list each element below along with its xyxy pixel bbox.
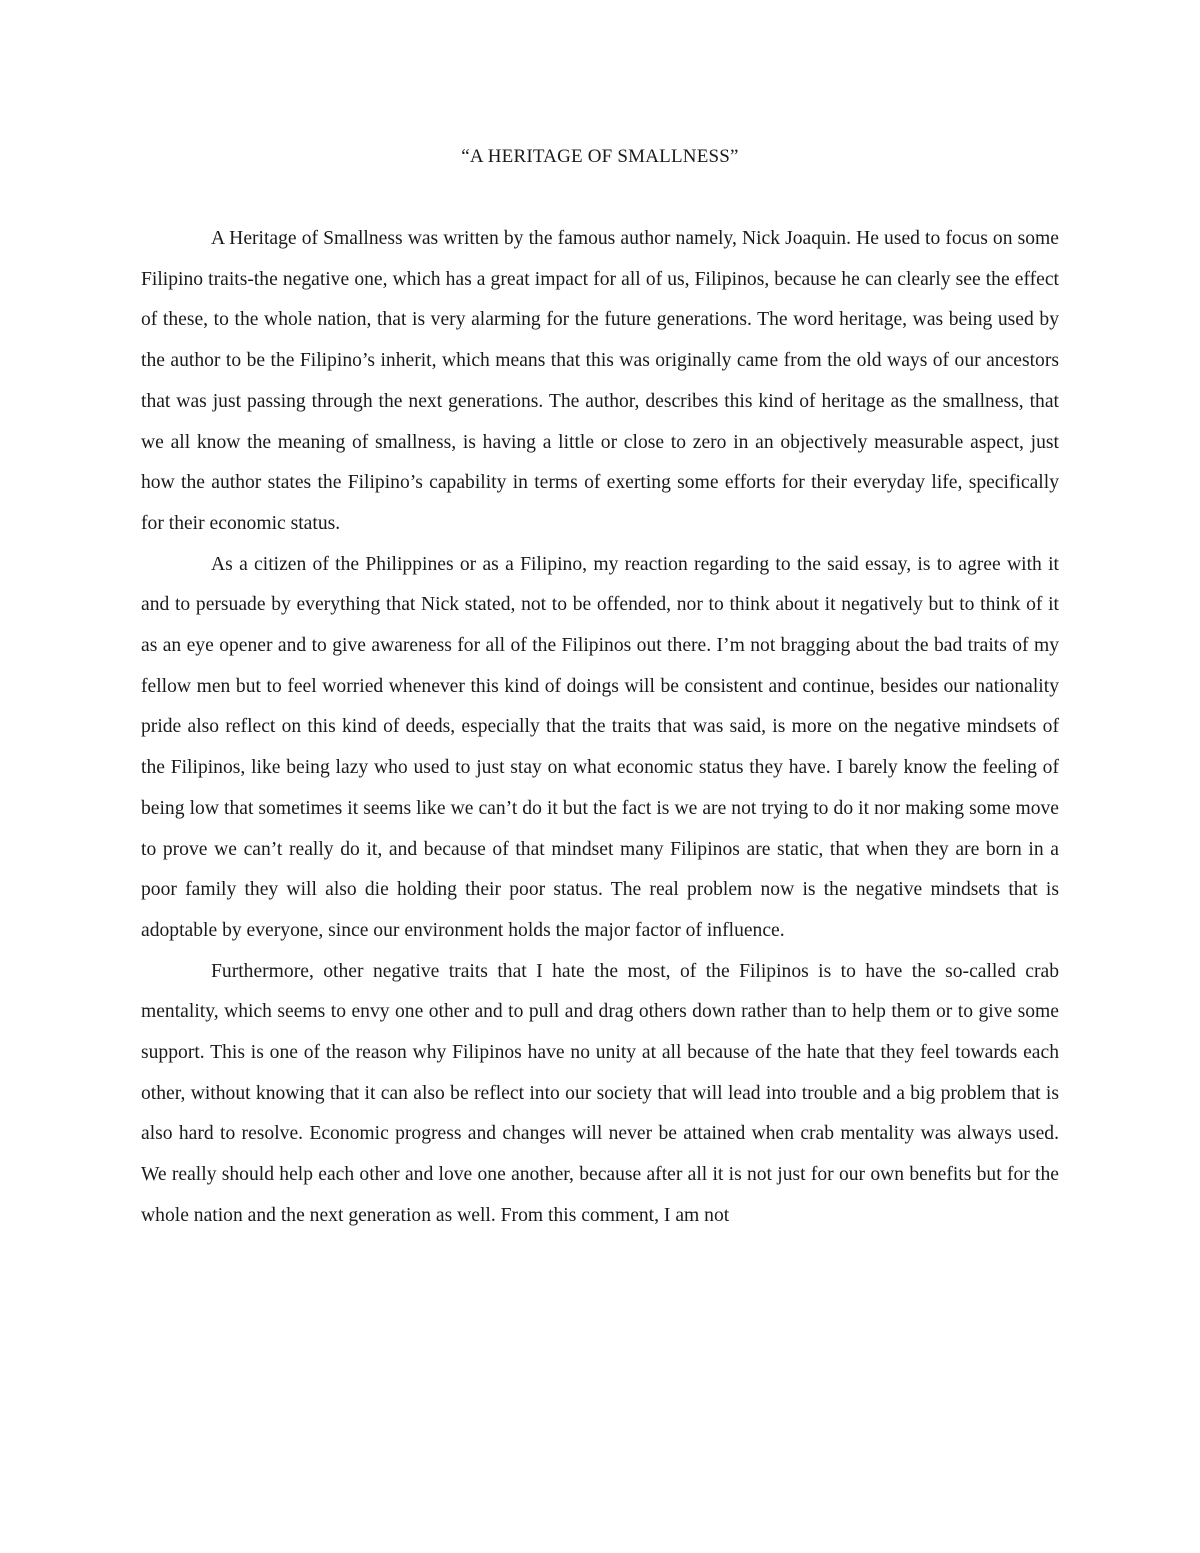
document-body: [141, 219, 1059, 1237]
paragraph-3: Furthermore, other negative traits that I hate the most, of the Filipinos is to have the so-called crab mentality, which seems to envy one other and to pull and drag others down rather than to help them or to give some support. This is one of the reason why Filipinos have no unity at all because of the hate that they feel towards each other, without knowing that it can also be reflect into our society that will lead into trouble and a big problem that is also hard to resolve. Economic progress and changes will never be attained when crab mentality was always used. We really should help each other and love one another, because after all it is not just for our own benefits but for the whole nation and the next generation as well. From this comment, I am not: [141, 960, 1059, 1226]
paragraph-1: A Heritage of Smallness was written by the famous author namely, Nick Joaquin. He used to focus on some Filipino traits-the negative one, which has a great impact for all of us, Filipinos, because he can clearly see the effect of these, to the whole nation, that is very alarming for the future generations. The word heritage, was being used by the author to be the Filipino’s inherit, which means that this was originally came from the old ways of our ancestors that was just passing through the next generations. The author, describes this kind of heritage as the smallness, that we all know the meaning of smallness, is having a little or close to zero in an objectively measurable aspect, just how the author states the Filipino’s capability in terms of exerting some efforts for their everyday life, specifically for their economic status.: [141, 228, 1059, 534]
paragraph-2: As a citizen of the Philippines or as a Filipino, my reaction regarding to the said essay, is to agree with it and to persuade by everything that Nick stated, not to be offended, nor to think about it negatively but to think of it as an eye opener and to give awareness for all of the Filipinos out there. I’m not bragging about the bad traits of my fellow men but to feel worried whenever this kind of doings will be consistent and continue, besides our nationality pride also reflect on this kind of deeds, especially that the traits that was said, is more on the negative mindsets of the Filipinos, like being lazy who used to just stay on what economic status they have. I barely know the feeling of being low that sometimes it seems like we can’t do it but the fact is we are not trying to do it nor making some move to prove we can’t really do it, and because of that mindset many Filipinos are static, that when they are born in a poor family they will also die holding their poor status. The real problem now is the negative mindsets that is adoptable by everyone, since our environment holds the major factor of influence.: [141, 553, 1059, 941]
document-title: “A HERITAGE OF SMALLNESS”: [461, 146, 739, 167]
